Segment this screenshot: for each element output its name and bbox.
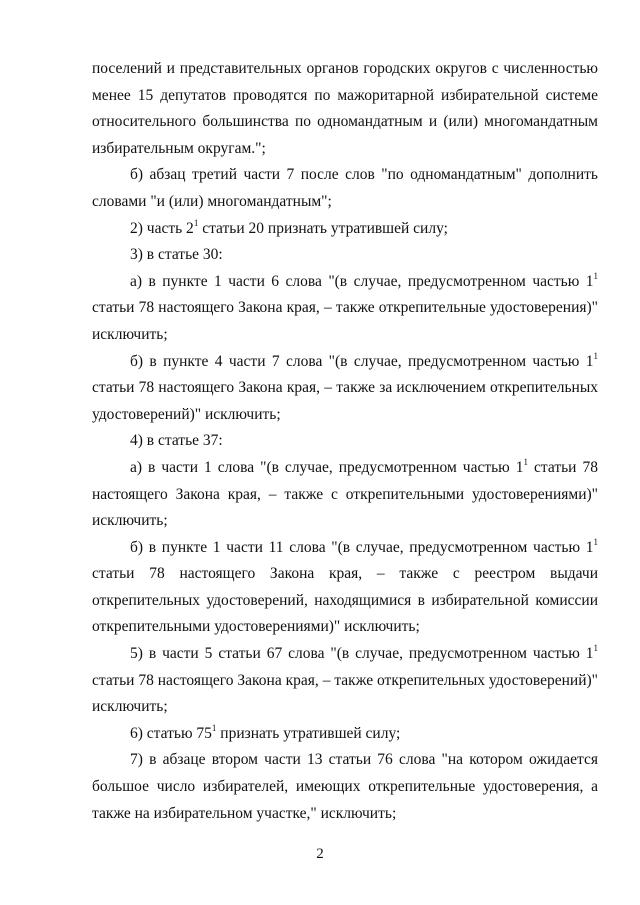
text-run: 4) в статье 37: bbox=[130, 432, 223, 450]
paragraph bbox=[92, 56, 598, 162]
document-body bbox=[92, 56, 598, 827]
page-number: 2 bbox=[316, 846, 324, 862]
text-run: статьи 78 настоящего Закона края, – также открепительные удостоверения)" исключить; bbox=[92, 299, 598, 343]
text-run: статьи 20 признать утратившей силу; bbox=[198, 219, 448, 237]
text-run: статьи 78 настоящего Закона края, – также с реестром выдачи открепительных удостоверений, находящимися в избирательной комиссии открепительными удостоверениями)" исключить; bbox=[92, 565, 598, 636]
paragraph bbox=[92, 349, 598, 429]
text-run: а) в пункте 1 части 6 слова "(в случае, предусмотренном частью 1 bbox=[130, 272, 594, 290]
superscript: 1 bbox=[523, 456, 529, 467]
paragraph bbox=[92, 721, 598, 748]
paragraph bbox=[92, 242, 598, 269]
paragraph bbox=[92, 747, 598, 827]
text-run: 6) статью 75 bbox=[130, 724, 212, 742]
paragraph bbox=[92, 428, 598, 455]
text-run: признать утратившей силу; bbox=[216, 724, 401, 742]
superscript: 1 bbox=[593, 350, 598, 361]
paragraph bbox=[92, 641, 598, 721]
text-run: статьи 78 настоящего Закона края, – также открепительных удостоверений)" исключить; bbox=[92, 671, 598, 716]
text-run: б) абзац третий части 7 после слов "по одномандатным" дополнить словами "и (или) многомандатным"; bbox=[92, 166, 598, 210]
text-run: 7) в абзаце втором части 13 статьи 76 слова "на котором ожидается большое число избирателей, имеющих открепительные удостоверения, а также на избирательном участке," исключить; bbox=[92, 751, 598, 822]
text-run: а) в части 1 слова "(в случае, предусмотренном частью 1 bbox=[130, 458, 524, 476]
text-run: 2) часть 2 bbox=[130, 219, 194, 237]
text-run: 5) в части 5 статьи 67 слова "(в случае, предусмотренном частью 1 bbox=[130, 645, 594, 663]
superscript: 1 bbox=[211, 722, 217, 733]
paragraph bbox=[92, 216, 598, 243]
superscript: 1 bbox=[593, 536, 598, 547]
paragraph bbox=[92, 535, 598, 641]
text-run: 3) в статье 30: bbox=[130, 246, 223, 264]
superscript: 1 bbox=[593, 643, 598, 654]
superscript: 1 bbox=[193, 217, 199, 228]
text-run: б) в пункте 1 части 11 слова "(в случае, предусмотренном частью 1 bbox=[130, 538, 594, 556]
text-run: статьи 78 настоящего Закона края, – также с открепительными удостоверениями)" исключить; bbox=[92, 458, 598, 530]
text-run: б) в пункте 4 части 7 слова "(в случае, предусмотренном частью 1 bbox=[130, 352, 594, 370]
paragraph bbox=[92, 162, 598, 215]
paragraph bbox=[92, 269, 598, 349]
text-run: поселений и представительных органов городских округов с численностью менее 15 депутатов проводятся по мажоритарной избирательной системе относительного большинства по одномандатным и (или) многомандатным избирательным округам."; bbox=[92, 60, 598, 157]
paragraph bbox=[92, 455, 598, 535]
superscript: 1 bbox=[593, 270, 598, 281]
text-run: статьи 78 настоящего Закона края, – также за исключением открепительных удостоверений)" исключить; bbox=[92, 379, 598, 423]
